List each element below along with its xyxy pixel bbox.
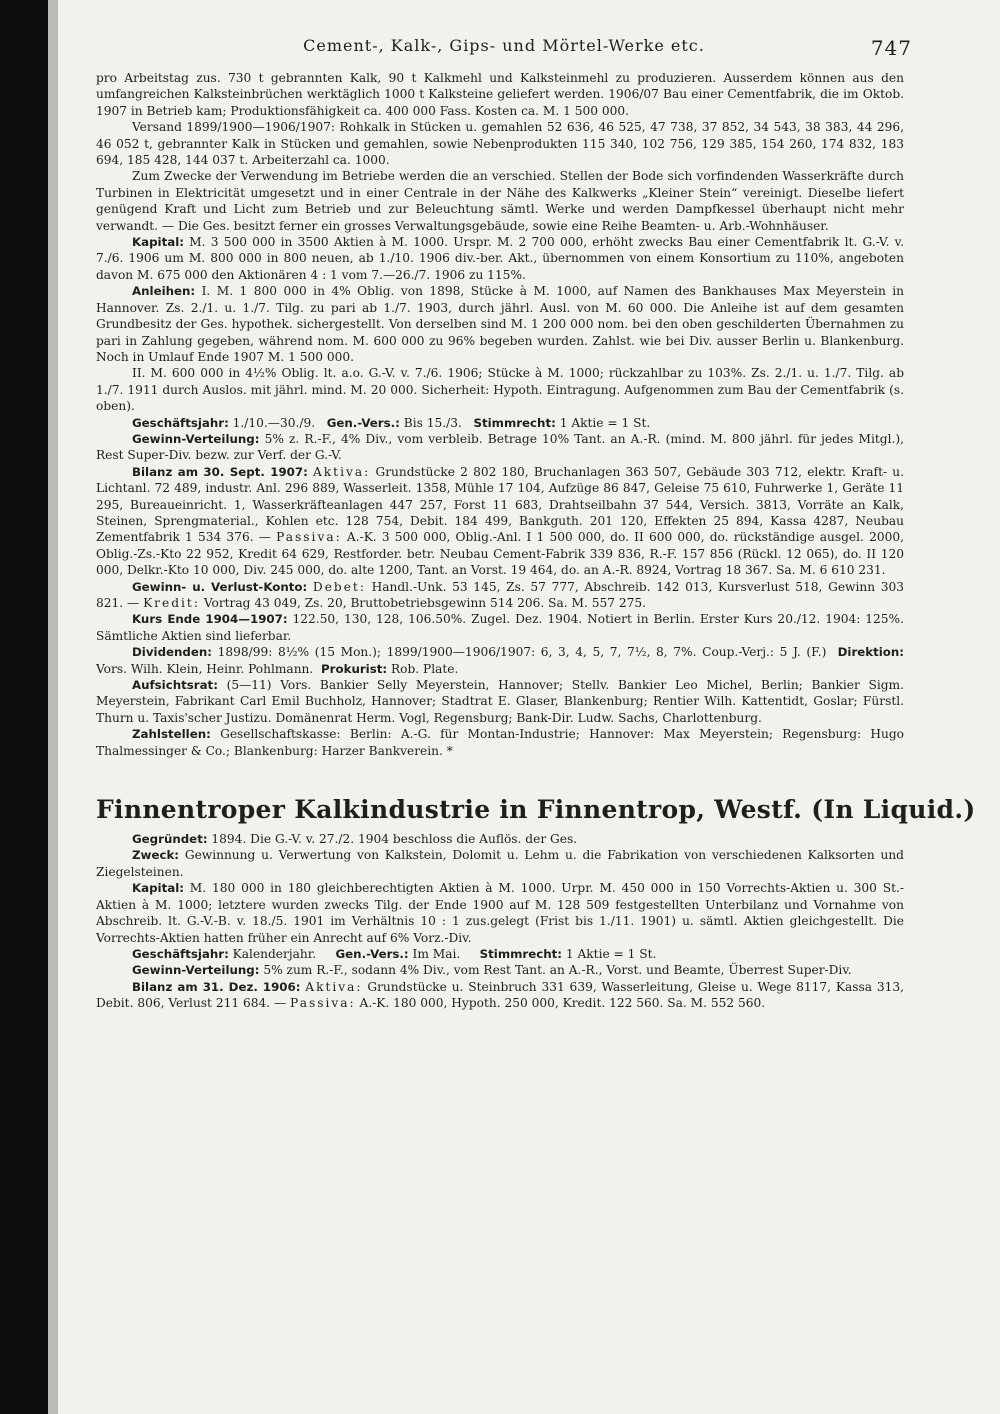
- anleihen-label: Anleihen:: [132, 284, 196, 299]
- bilanz2-label: Bilanz am 31. Dez. 1906:: [132, 979, 301, 994]
- dir-text: Vors. Wilh. Klein, Heinr. Pohlmann.: [96, 661, 314, 676]
- div-text: 1898/99: 8½% (15 Mon.); 1899/1900—1906/1907: 6, 3, 4, 5, 7, 7½, 8, 7%. Coup.-Verj.: 5 J. (F.): [217, 645, 827, 660]
- passiva-label: Passiva:: [276, 530, 342, 545]
- bilanz-paragraph: [96, 464, 904, 579]
- div-label: Dividenden:: [132, 645, 212, 660]
- stimm-text: 1 Aktie = 1 St.: [559, 415, 651, 430]
- bilanz-label: Bilanz am 30. Sept. 1907:: [132, 464, 308, 479]
- kapital2-label: Kapital:: [132, 881, 184, 896]
- kredit-text: Vortrag 43 049, Zs. 20, Bruttobetriebsgewinn 514 206. Sa. M. 557 275.: [203, 596, 647, 610]
- dividenden-paragraph: [96, 644, 904, 677]
- wasserkraft-paragraph: Zum Zwecke der Verwendung im Betriebe werden die an verschied. Stellen der Bode sich vorfindenden Wasserkräfte durch Turbinen in Elektricität umgesetzt und in einer Centrale in der Nähe des Kalkwerks „Kleiner Stein“ vereinigt. Dieselbe liefert genügend Kraft und Licht zum Betrieb und zur Beleuchtung sämtl. Werke und werden Dampfkessel überhaupt nicht mehr verwandt. — Die Ges. besitzt ferner ein grosses Verwaltungsgebäude, sowie eine Reihe Beamten- u. Arb.-Wohnhäuser.: [96, 169, 904, 233]
- kapital2-text: M. 180 000 in 180 gleichberechtigten Aktien à M. 1000. Urpr. M. 450 000 in 150 Vorrechts-Aktien u. 300 St.-Aktien à M. 1000; letztere wurden zwecks Tilg. der Ende 1900 auf M. 128 509 festgestellten Unterbilanz und Vornahme von Abschreib. lt. G.-V.-B. v. 18./5. 1901 im Verhältnis 10 : 1 zus.gelegt (Frist bis 1./11. 1901) u. sämtl. Aktien gleichgestellt. Die Vorrechts-Aktien hatten früher ein Anrecht auf 6% Vorz.-Div.: [96, 881, 905, 945]
- gegr-label: Gegründet:: [132, 832, 208, 847]
- guv-paragraph: [96, 579, 904, 612]
- passiva2-label: Passiva:: [290, 996, 356, 1011]
- prok-text: Rob. Plate.: [390, 661, 459, 676]
- gv2-text: Im Mai.: [412, 946, 461, 961]
- page-number: 747: [870, 36, 912, 60]
- anleihen-text: I. M. 1 800 000 in 4% Oblig. von 1898, Stücke à M. 1000, auf Namen des Bankhauses Max Meyerstein in Hannover. Zs. 2./1. u. 1./7. Tilg. zu pari ab 1./7. 1903, durch jährl. Ausl. von M. 60 000. Die Anleihe ist auf dem gesamten Grundbesitz der Ges. hypothek. sichergestellt. Von derselben sind M. 1 200 000 nom. bei den oben geschilderten Übernahmen zu pari in Zahlung gegeben, während nom. M. 600 000 zu 96% begeben wurden. Zahlst. wie bei Div. ausser Berlin u. Blankenburg. Noch in Umlauf Ende 1907 M. 1 500 000.: [96, 284, 904, 364]
- passiva-text: A.-K. 3 500 000, Oblig.-Anl. I 1 500 000, do. II 600 000, do. rückständige ausgel. 2000, Oblig.-Zs.-Kto 22 952, Kredit 64 629, Restforder. betr. Neubau Cement-Fabrik 339 836, R.-F. 157 856 (Rückl. 12 065), do. II 120 000, Delkr.-Kto 10 000, Div. 245 000, do. alte 1200, Tant. an Vorst. 19 464, do. an A.-R. 8924, Vortrag 18 367. Sa. M. 6 610 231.: [96, 530, 904, 578]
- debet-label: Debet:: [312, 579, 366, 594]
- company-heading-liquidation: (In Liquid.): [811, 795, 976, 825]
- zahl-text: Gesellschaftskasse: Berlin: A.-G. für Montan-Industrie; Hannover: Max Meyerstein; Regensburg: Hugo Thalmessinger & Co.; Blankenburg: Harzer Bankverein. *: [96, 727, 904, 758]
- gv-text: Bis 15./3.: [403, 415, 462, 430]
- zahlstellen-paragraph: [96, 726, 904, 759]
- gegruendet-paragraph: [96, 831, 904, 847]
- gj2-text: Kalenderjahr.: [232, 946, 317, 961]
- gewinn-label: Gewinn-Verteilung:: [132, 431, 260, 446]
- gj-text: 1./10.—30./9.: [232, 415, 316, 430]
- geschaeftsjahr-line: [96, 415, 904, 431]
- aktiva2-label: Aktiva:: [305, 979, 363, 994]
- gewinn-text: 5% z. R.-F., 4% Div., vom verbleib. Betrage 10% Tant. an A.-R. (mind. M. 800 jährl. für jedes Mitgl.), Rest Super-Div. bezw. zur Verf. der G.-V.: [96, 431, 904, 463]
- anleihen-paragraph: [96, 283, 904, 365]
- stimm2-text: 1 Aktie = 1 St.: [565, 946, 657, 961]
- scan-margin-edge: [48, 0, 58, 1414]
- zahl-label: Zahlstellen:: [132, 727, 211, 742]
- gegr-text: 1894. Die G.-V. v. 27./2. 1904 beschloss die Auflös. der Ges.: [211, 832, 578, 847]
- ar-label: Aufsichtsrat:: [132, 678, 218, 693]
- gj-label: Geschäftsjahr:: [132, 415, 229, 430]
- gewinn2-label: Gewinn-Verteilung:: [132, 963, 260, 978]
- kurs-label: Kurs Ende 1904—1907:: [132, 612, 288, 627]
- zweck-paragraph: [96, 847, 904, 880]
- company-heading-name: Finnentroper Kalkindustrie in Finnentrop, Westf.: [96, 795, 803, 825]
- kapital-label: Kapital:: [132, 235, 184, 250]
- gewinn2-paragraph: [96, 962, 904, 978]
- gv-label: Gen.-Vers.:: [326, 415, 400, 430]
- intro-paragraph: pro Arbeitstag zus. 730 t gebrannten Kalk, 90 t Kalkmehl und Kalksteinmehl zu produzieren. Ausserdem können aus den umfangreichen Kalksteinbrüchen werktäglich 1000 t Kalksteine geliefert werden. 1906/07 Bau einer Cementfabrik, die im Oktob. 1907 in Betrieb kam; Produktionsfähigkeit ca. 400 000 Fass. Kosten ca. M. 1 500 000.: [96, 71, 904, 118]
- stimm2-label: Stimmrecht:: [479, 946, 562, 961]
- versand-paragraph: Versand 1899/1900—1906/1907: Rohkalk in Stücken u. gemahlen 52 636, 46 525, 47 738, 37 852, 34 543, 38 383, 44 296, 46 052 t, gebrannter Kalk in Stücken und gemahlen, sowie Nebenprodukten 115 340, 102 756, 129 385, 154 260, 174 832, 183 694, 185 428, 144 037 t. Arbeiterzahl ca. 1000.: [96, 120, 904, 168]
- stimm-label: Stimmrecht:: [473, 415, 556, 430]
- kredit-label: Kredit:: [143, 596, 200, 610]
- geschaeftsjahr2-line: [96, 946, 904, 962]
- gewinn2-text: 5% zum R.-F., sodann 4% Div., vom Rest Tant. an A.-R., Vorst. und Beamte, Überrest Super-Div.: [263, 963, 852, 978]
- debet-text: Handl.-Unk. 53 145, Zs. 57 777, Abschreib. 142 013, Kursverlust 518, Gewinn 303 821. —: [96, 579, 905, 610]
- kurs-text: 122.50, 130, 128, 106.50%. Zugel. Dez. 1904. Notiert in Berlin. Erster Kurs 20./12. 1904: 125%. Sämtliche Aktien sind lieferbar.: [96, 612, 904, 643]
- zweck-label: Zweck:: [132, 848, 180, 863]
- running-head-title: Cement-, Kalk-, Gips- und Mörtel-Werke etc.: [303, 36, 705, 55]
- dir-label: Direktion:: [837, 645, 905, 660]
- kurs-paragraph: [96, 611, 904, 644]
- guv-label: Gewinn- u. Verlust-Konto:: [132, 579, 308, 594]
- passiva2-text: A.-K. 180 000, Hypoth. 250 000, Kredit. 122 560. Sa. M. 552 560.: [359, 996, 766, 1011]
- prok-label: Prokurist:: [321, 661, 388, 676]
- aktiva-label: Aktiva:: [313, 464, 371, 479]
- aufsichtsrat-paragraph: [96, 677, 904, 726]
- kapital-paragraph: [96, 234, 904, 283]
- zweck-text: Gewinnung u. Verwertung von Kalkstein, Dolomit u. Lehm u. die Fabrikation von verschiedenen Kalksorten und Ziegelsteinen.: [96, 848, 904, 879]
- running-head: [96, 36, 912, 62]
- anleihen-ii-paragraph: II. M. 600 000 in 4½% Oblig. lt. a.o. G.-V. v. 7./6. 1906; Stücke à M. 1000; rückzahlbar zu 103%. Zs. 2./1. u. 1./7. Tilg. ab 1./7. 1911 durch Auslos. mit jährl. mind. M. 20 000. Sicherheit: Hypoth. Eintragung. Aufgenommen zum Bau der Cementfabrik (s. oben).: [96, 366, 904, 414]
- scan-margin-bar: [0, 0, 48, 1414]
- company-heading: [96, 795, 976, 825]
- aktiva2-text: Grundstücke u. Steinbruch 331 639, Wasserleitung, Gleise u. Wege 8117, Kassa 313, Debit. 806, Verlust 211 684. —: [96, 979, 904, 1011]
- gj2-label: Geschäftsjahr:: [132, 946, 229, 961]
- gewinn-verteilung-paragraph: [96, 431, 904, 464]
- bilanz2-paragraph: [96, 979, 904, 1012]
- gv2-label: Gen.-Vers.:: [335, 946, 409, 961]
- kapital-text: M. 3 500 000 in 3500 Aktien à M. 1000. Urspr. M. 2 700 000, erhöht zwecks Bau einer Cementfabrik lt. G.-V. v. 7./6. 1906 um M. 800 000 in 800 neuen, ab 1./10. 1906 div.-ber. Akt., übernommen von einem Konsortium zu 110%, angeboten davon M. 675 000 den Aktionären 4 : 1 vom 7.—26./7. 1906 zu 115%.: [96, 235, 904, 282]
- page-body: [96, 70, 976, 1012]
- kapital2-paragraph: [96, 880, 904, 946]
- aktiva-text: Grundstücke 2 802 180, Bruchanlagen 363 507, Gebäude 303 712, elektr. Kraft- u. Lichtanl. 72 489, industr. Anl. 296 889, Wasserleit. 1358, Mühle 17 104, Aufzüge 86 847, Geleise 75 610, Fuhrwerke 1, Geräte 11 295, Bureaueinricht. 1, Wasserkräfteanlagen 447 257, Forst 11 683, Drahtseilbahn 37 544, Versich. 3813, Vorräte an Kalk, Steinen, Sprengmaterial., Kohlen etc. 128 754, Debit. 184 499, Bankguth. 201 120, Effekten 25 894, Kassa 4287, Neubau Zementfabrik 1 534 376. —: [96, 464, 905, 545]
- ar-text: (5—11) Vors. Bankier Selly Meyerstein, Hannover; Stellv. Bankier Leo Michel, Berlin; Bankier Sigm. Meyerstein, Fabrikant Carl Emil Buchholz, Hannover; Stadtrat E. Glaser, Blankenburg; Rentier Wilh. Kattentidt, Goslar; Fürstl. Thurn u. Taxis'scher Justizu. Domänenrat Herm. Vogl, Regensburg; Bank-Dir. Ludw. Sachs, Charlottenburg.: [96, 678, 904, 725]
